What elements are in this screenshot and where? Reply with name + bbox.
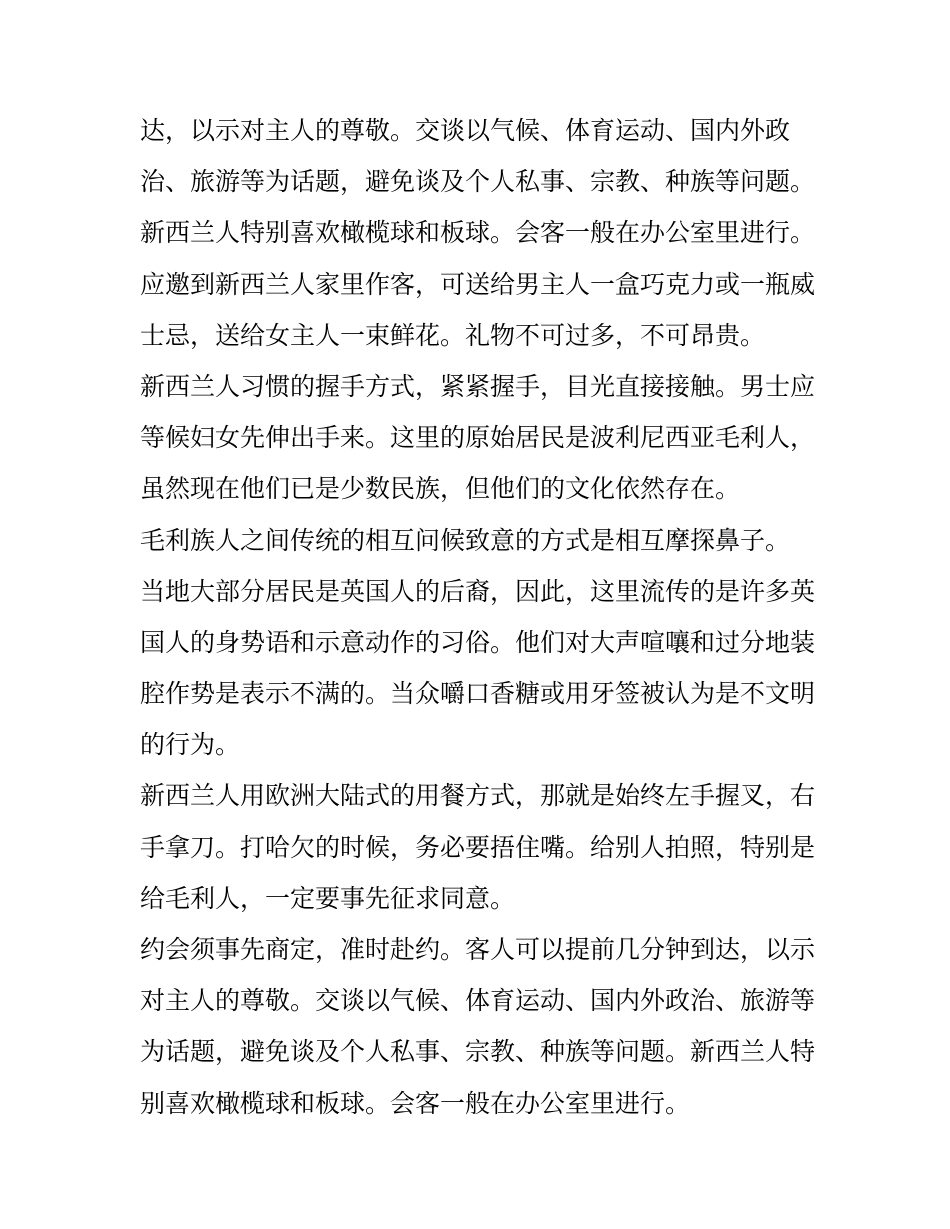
text-line: 的行为。: [140, 730, 241, 760]
text-line: 新西兰人特别喜欢橄榄球和板球。会客一般在办公室里进行。: [140, 218, 816, 248]
text-line: 国人的身势语和示意动作的习俗。他们对大声喧嚷和过分地装: [140, 627, 816, 657]
text-line: 士忌，送给女主人一束鲜花。礼物不可过多，不可昂贵。: [140, 320, 766, 350]
text-line: 等候妇女先伸出手来。这里的原始居民是波利尼西亚毛利人，: [140, 423, 816, 453]
body-text: [140, 105, 830, 1129]
text-line: 达，以示对主人的尊敬。交谈以气候、体育运动、国内外政: [140, 116, 791, 145]
text-line: 约会须事先商定，准时赴约。客人可以提前几分钟到达，以示: [140, 935, 816, 964]
text-line: 为话题，避免谈及个人私事、宗教、种族等问题。新西兰人特: [140, 1037, 816, 1067]
text-line: 新西兰人习惯的握手方式，紧紧握手，目光直接接触。男士应: [140, 371, 816, 401]
text-line: 虽然现在他们已是少数民族，但他们的文化依然存在。: [140, 474, 741, 504]
text-line: 治、旅游等为话题，避免谈及个人私事、宗教、种族等问题。: [140, 167, 816, 197]
text-line: 给毛利人，一定要事先征求同意。: [140, 883, 516, 913]
text-line: 对主人的尊敬。交谈以气候、体育运动、国内外政治、旅游等: [140, 986, 816, 1016]
text-line: 当地大部分居民是英国人的后裔，因此，这里流传的是许多英: [140, 576, 816, 606]
text-line: 毛利族人之间传统的相互问候致意的方式是相互摩探鼻子。: [140, 525, 791, 555]
text-line: 应邀到新西兰人家里作客，可送给男主人一盒巧克力或一瓶威: [140, 269, 816, 299]
text-line: 别喜欢橄榄球和板球。会客一般在办公室里进行。: [140, 1088, 691, 1118]
text-line: 手拿刀。打哈欠的时候，务必要捂住嘴。给别人拍照，特别是: [140, 832, 816, 862]
text-line: 新西兰人用欧洲大陆式的用餐方式，那就是始终左手握叉，右: [140, 781, 816, 811]
text-line: 腔作势是表示不满的。当众嚼口香糖或用牙签被认为是不文明: [140, 679, 816, 709]
